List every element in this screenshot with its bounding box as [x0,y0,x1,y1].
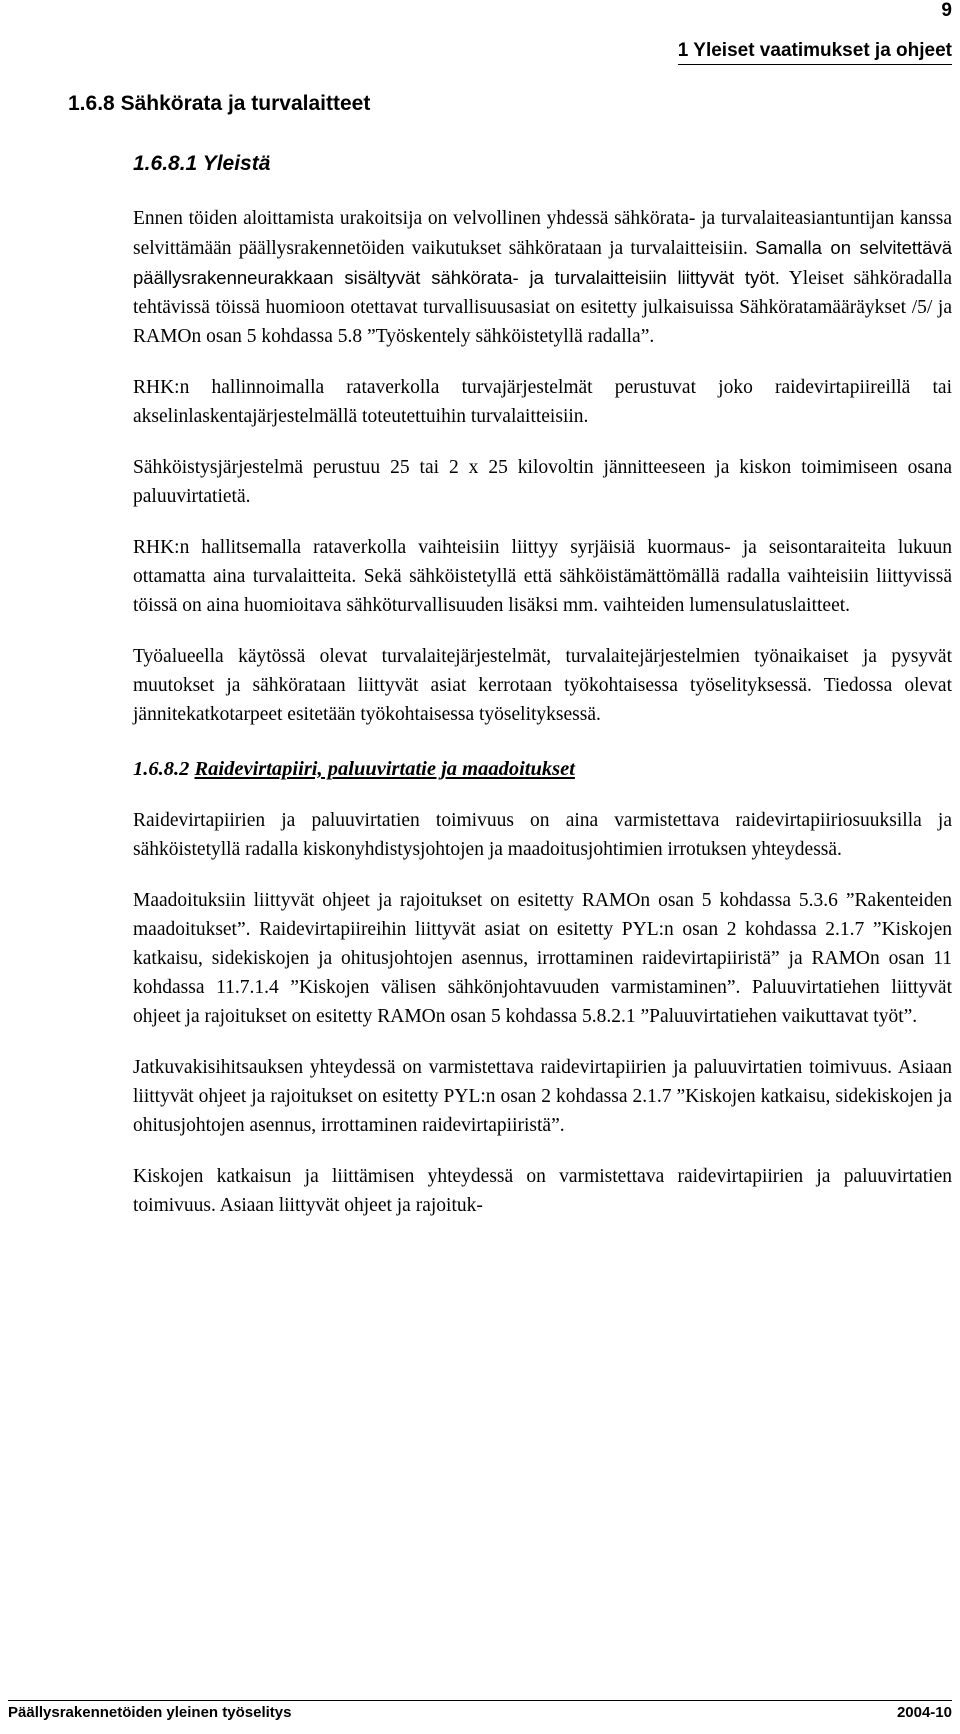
subsection-title: Yleistä [202,152,271,175]
page-footer [8,1700,952,1721]
paragraph-text: Ennen töiden aloittamista urakoitsija on velvollinen yhdessä sähkörata- ja turvalaiteasiantuntijan kanssa selvittämään päällysrakennetöiden vaikutukset sähkörataan ja turvalaitteisiin. [133,208,952,259]
paragraph: Kiskojen katkaisun ja liittämisen yhteydessä on varmistettava raidevirtapiirien ja paluuvirtatien toimivuus. Asiaan liittyvät ohjeet ja rajoituk- [133,1166,952,1216]
footer-date: 2004-10 [896,1704,952,1721]
subsection-heading-track [133,755,952,784]
paragraph-text: Samalla on selvitettävä päällysrakenneurakkaan sisältyvät sähkörata- ja turvalaitteisiin liittyvät työt. [133,237,952,288]
document-body [133,204,952,1242]
page-number: 9 [941,0,952,21]
footer-document-title: Päällysrakennetöiden yleinen työselitys [8,1704,292,1721]
paragraph: RHK:n hallinnoimalla rataverkolla turvajärjestelmät perustuvat joko raidevirtapiireillä tai akselinlaskentajärjestelmällä toteutettuihin turvalaitteisiin. [133,377,952,427]
paragraph: Raidevirtapiirien ja paluuvirtatien toimivuus on aina varmistettava raidevirtapiiriosuuksilla ja sähköistetyllä radalla kiskonyhdistysjohtojen ja maadoitusjohtimien irrotuksen yhteydessä. [133,810,952,860]
section-number: 1.6.8 [68,92,115,115]
section-heading [68,92,370,116]
subsection-number: 1.6.8.1 [133,152,198,175]
paragraph [133,204,952,351]
paragraph: Sähköistysjärjestelmä perustuu 25 tai 2 x 25 kilovoltin jännitteeseen ja kiskon toimimiseen osana paluuvirtatietä. [133,457,952,507]
subsection-title: Raidevirtapiiri, paluuvirtatie ja maadoitukset [194,758,575,780]
section-title: Sähkörata ja turvalaitteet [120,92,371,115]
paragraph: Maadoituksiin liittyvät ohjeet ja rajoitukset on esitetty RAMOn osan 5 kohdassa 5.3.6 ”Rakenteiden maadoitukset”. Raidevirtapiireihin liittyvät asiat on esitetty PYL:n osan 2 kohdassa 2.1.7 ”Kiskojen katkaisu, sidekiskojen ja ohitusjohtojen asennus, irrottaminen raidevirtapiiristä” ja RAMOn osan 11 kohdassa 11.7.1.4 ”Kiskojen välisen sähkönjohtavuuden varmistaminen”. Paluuvirtatiehen liittyvät ohjeet ja rajoitukset on esitetty RAMOn osan 5 kohdassa 5.8.2.1 ”Paluuvirtatiehen vaikuttavat työt”. [133,890,952,1027]
paragraph: Jatkuvakisihitsauksen yhteydessä on varmistettava raidevirtapiirien ja paluuvirtatien toimivuus. Asiaan liittyvät ohjeet ja rajoitukset on esitetty PYL:n osan 2 kohdassa 2.1.7 ”Kiskojen katkaisu, sidekiskojen ja ohitusjohtojen asennus, irrottaminen raidevirtapiiristä”. [133,1057,952,1136]
subsection-number: 1.6.8.2 [133,758,190,780]
paragraph: RHK:n hallitsemalla rataverkolla vaihteisiin liittyy syrjäisiä kuormaus- ja seisontaraiteita lukuun ottamatta aina turvalaitteita. Sekä sähköistetyllä että sähköistämättömällä radalla vaihteisiin liittyvissä töissä on aina huomioitava sähköturvallisuuden lisäksi mm. vaihteiden lumensulatuslaitteet. [133,537,952,616]
paragraph-text: Yleiset sähköradalla tehtävissä töissä huomioon otettavat turvallisuusasiat on esitetty julkaisuissa Sähköratamääräykset /5/ ja RAMOn osan 5 kohdassa 5.8 ”Työskentely sähköistetyllä radalla”. [133,268,953,347]
paragraph: Työalueella käytössä olevat turvalaitejärjestelmät, turvalaitejärjestelmien työnaikaiset ja pysyvät muutokset ja sähkörataan liittyvät asiat kerrotaan työkohtaisessa työselityksessä. Tiedossa olevat jännitekatkotarpeet esitetään työkohtaisessa työselityksessä. [133,646,952,725]
running-head: 1 Yleiset vaatimukset ja ohjeet [678,40,952,65]
subsection-heading-general [133,152,270,176]
